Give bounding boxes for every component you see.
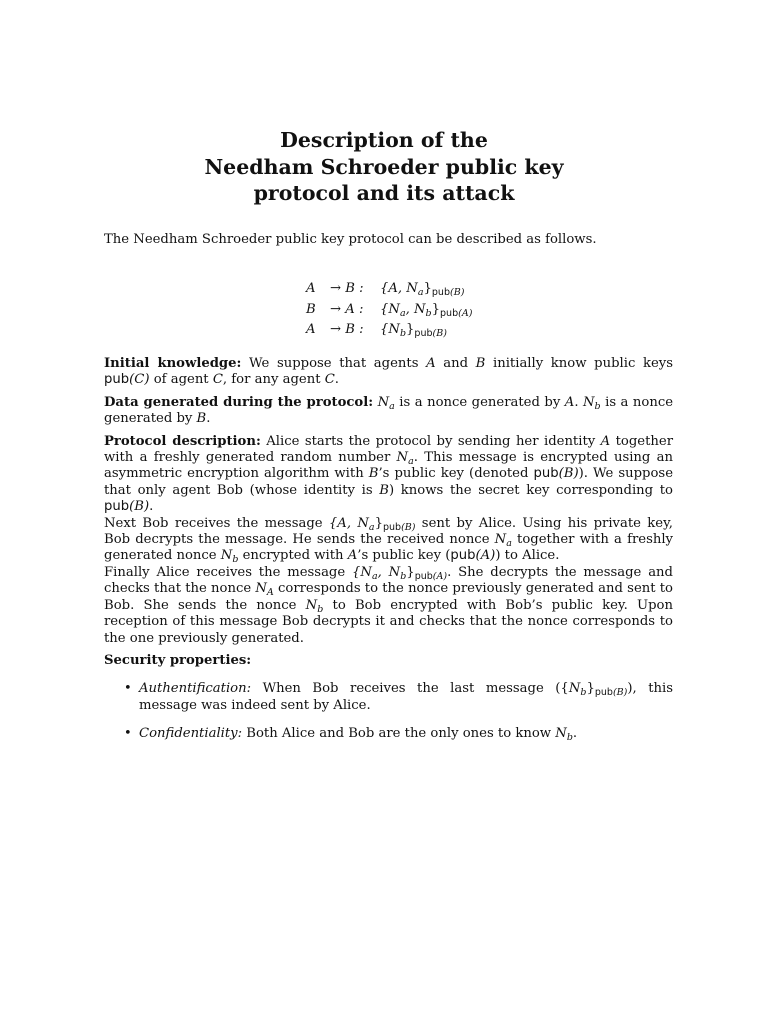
bullet-icon: • [124, 681, 132, 697]
description-body [104, 356, 673, 755]
step-sender: A [306, 281, 316, 297]
protocol-step [306, 300, 472, 321]
list-item: • Confidentiality: Both Alice and Bob are the only ones to know $N_b$. [124, 726, 578, 743]
protocol-step [306, 320, 472, 341]
protocol-description-paragraph: Protocol description: Alice starts the protocol by sending her identity A together with a freshly generated random number $N_a$. This message is encrypted using an asymmetric encryption algorithm with B’s public key (denoted pub(B)). We suppose that only agent Bob (whose identity is B) knows the secret key corresponding to pub(B). [104, 433, 673, 515]
step-message: {$N_a$, $N_b\}_{pub(A)}$ [380, 301, 473, 319]
step-receiver: → B : [330, 281, 364, 297]
step-message: $\{N_b\}_{pub(B)}$ [380, 322, 447, 339]
page-title [0, 127, 768, 207]
section-label: Protocol description: [104, 433, 261, 449]
step-receiver: → A : [330, 301, 364, 317]
title-line-3: protocol and its attack [253, 181, 515, 205]
title-line-2: Needham Schroeder public key [204, 154, 564, 179]
protocol-step-3-paragraph: Finally Alice receives the message {$N_a$, $N_b\}_{pub(A)}$. She decrypts the message and checks that the nonce $N_A$ corresponds to the nonce previously generated and sent to Bob. She sends the nonce $N_b$ to Bob encrypted with Bob’s public key. Upon reception of this message Bob decrypts it and checks that the nonce corresponds to the one previously generated. [104, 564, 673, 646]
protocol-step-2-paragraph: Next Bob receives the message {A, $N_a\}_{pub(B)}$ sent by Alice. Using his private key, Bob decrypts the message. He sends the received nonce $N_a$ together with a freshly generated nonce $N_b$ encrypted with A’s public key (pub(A)) to Alice. [104, 515, 673, 566]
bullet-icon: • [124, 726, 132, 742]
protocol-step [306, 279, 472, 300]
protocol-steps [306, 279, 472, 341]
list-item: • Authentification: When Bob receives the last message $(\{N_b\}_{pub(B)})$, this message was indeed sent by Alice. [124, 681, 673, 713]
step-receiver: → B : [330, 322, 364, 338]
intro-paragraph: The Needham Schroeder public key protocol can be described as follows. [104, 232, 597, 247]
title-line-1: Description of the [280, 128, 488, 152]
data-generated-paragraph: Data generated during the protocol: $N_a$ is a nonce generated by A. $N_b$ is a nonce generated by B. [104, 394, 674, 427]
security-properties-list [104, 681, 673, 742]
step-sender: A [306, 322, 316, 338]
section-label: Initial knowledge: [104, 356, 242, 371]
step-message: {A, $N_a\}_{pub(B)}$ [380, 281, 465, 298]
security-properties-heading: Security properties: [104, 652, 252, 668]
initial-knowledge-paragraph: Initial knowledge: We suppose that agents A and B initially know public keys pub(C) of agent C, for any agent C. [104, 356, 673, 388]
section-label: Data generated during the protocol: [104, 394, 374, 410]
step-sender: B [306, 301, 316, 317]
